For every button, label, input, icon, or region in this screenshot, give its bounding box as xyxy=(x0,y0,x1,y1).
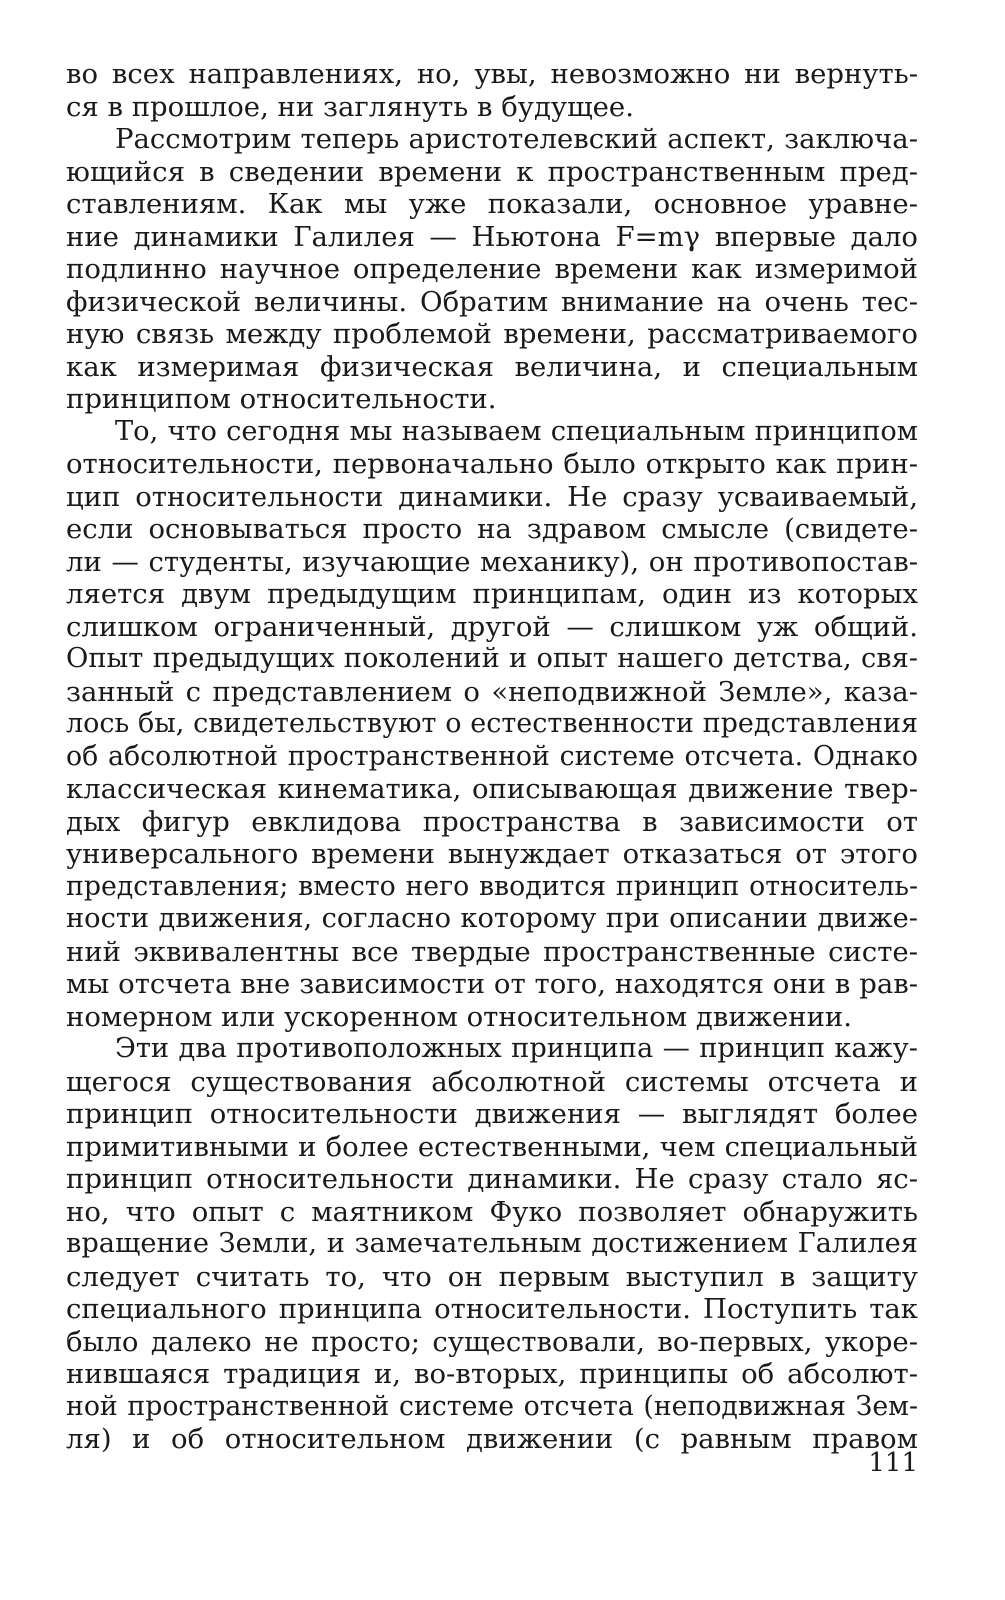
text-line: подлинно научное определение времени как измеримой xyxy=(66,253,918,285)
text-line: номерном или ускоренном относительном движении. xyxy=(66,1000,852,1033)
text-line: лось бы, свидетельствуют о естественности представления xyxy=(66,708,918,739)
text-line: То, что сегодня мы называем специальным принципом xyxy=(115,415,918,447)
text-line: ной пространственной системе отсчета (неподвижная Зем- xyxy=(66,1390,918,1422)
text-line: если основываться просто на здравом смысле (свидете- xyxy=(66,513,918,545)
text-line: занный с представлением о «неподвижной Земле», каза- xyxy=(66,675,918,708)
text-line: классическая кинематика, описывающая движение твер- xyxy=(66,773,918,805)
text-line: принцип относительности динамики. Не сразу стало яс- xyxy=(66,1163,918,1195)
text-line: ля) и об относительном движении (с равным правом xyxy=(66,1423,918,1455)
text-line: физической величины. Обратим внимание на очень тес- xyxy=(66,285,918,318)
text-line: дых фигур евклидова пространства в зависимости от xyxy=(66,805,918,838)
text-line: мы отсчета вне зависимости от того, находятся они в рав- xyxy=(66,968,918,1000)
text-line: но, что опыт с маятником Фуко позволяет обнаружить xyxy=(66,1195,918,1228)
text-line: следует считать то, что он первым выступил в защиту xyxy=(66,1260,918,1293)
paragraph xyxy=(66,416,918,1034)
text-line: принцип относительности движения — выглядят более xyxy=(66,1098,918,1130)
text-line: ляется двум предыдущим принципам, один из которых xyxy=(66,578,918,610)
text-line: было далеко не просто; существовали, во-первых, укоре- xyxy=(66,1325,918,1358)
text-line: ли — студенты, изучающие механику), он противопостав- xyxy=(66,545,918,578)
page-number: 111 xyxy=(868,1448,918,1478)
text-line: ющийся в сведении времени к пространственным пред- xyxy=(66,155,918,188)
text-line: нившаяся традиция и, во-вторых, принципы об абсолют- xyxy=(66,1358,918,1390)
text-line: как измеримая физическая величина, и специальным xyxy=(66,350,918,383)
text-line: специального принципа относительности. Поступить так xyxy=(66,1293,918,1325)
paragraph xyxy=(66,123,918,416)
paragraph xyxy=(66,1033,918,1456)
text-line: ставлениям. Как мы уже показали, основное уравне- xyxy=(66,188,918,220)
text-line: во всех направлениях, но, увы, невозможно ни вернуть- xyxy=(66,58,918,90)
text-line: ную связь между проблемой времени, рассматриваемого xyxy=(66,318,918,350)
text-line: щегося существования абсолютной системы отсчета и xyxy=(66,1065,918,1098)
text-line: ся в прошлое, ни заглянуть в будущее. xyxy=(66,90,634,123)
text-line: относительности, первоначально было открыто как прин- xyxy=(66,448,918,480)
text-line: об абсолютной пространственной системе отсчета. Однако xyxy=(66,740,918,772)
text-line: ние динамики Галилея — Ньютона F=mγ впервые дало xyxy=(66,220,918,253)
text-line: универсального времени вынуждает отказаться от этого xyxy=(66,838,918,870)
text-line: ний эквивалентны все твердые пространственные систе- xyxy=(66,935,918,968)
text-line: Рассмотрим теперь аристотелевский аспект, заключа- xyxy=(115,123,918,155)
text-line: Эти два противоположных принципа — принцип кажу- xyxy=(115,1033,918,1064)
text-line: вращение Земли, и замечательным достижением Галилея xyxy=(66,1228,918,1259)
text-line: Опыт предыдущих поколений и опыт нашего детства, свя- xyxy=(66,643,918,674)
text-line: цип относительности динамики. Не сразу усваиваемый, xyxy=(66,480,918,513)
page-body xyxy=(66,58,918,1456)
paragraph xyxy=(66,58,918,123)
text-line: слишком ограниченный, другой — слишком уж общий. xyxy=(66,610,918,643)
text-line: примитивными и более естественными, чем специальный xyxy=(66,1130,918,1163)
text-line: ности движения, согласно которому при описании движе- xyxy=(66,903,918,934)
text-line: принципом относительности. xyxy=(66,383,497,415)
text-line: представления; вместо него вводится принцип относитель- xyxy=(66,870,918,902)
